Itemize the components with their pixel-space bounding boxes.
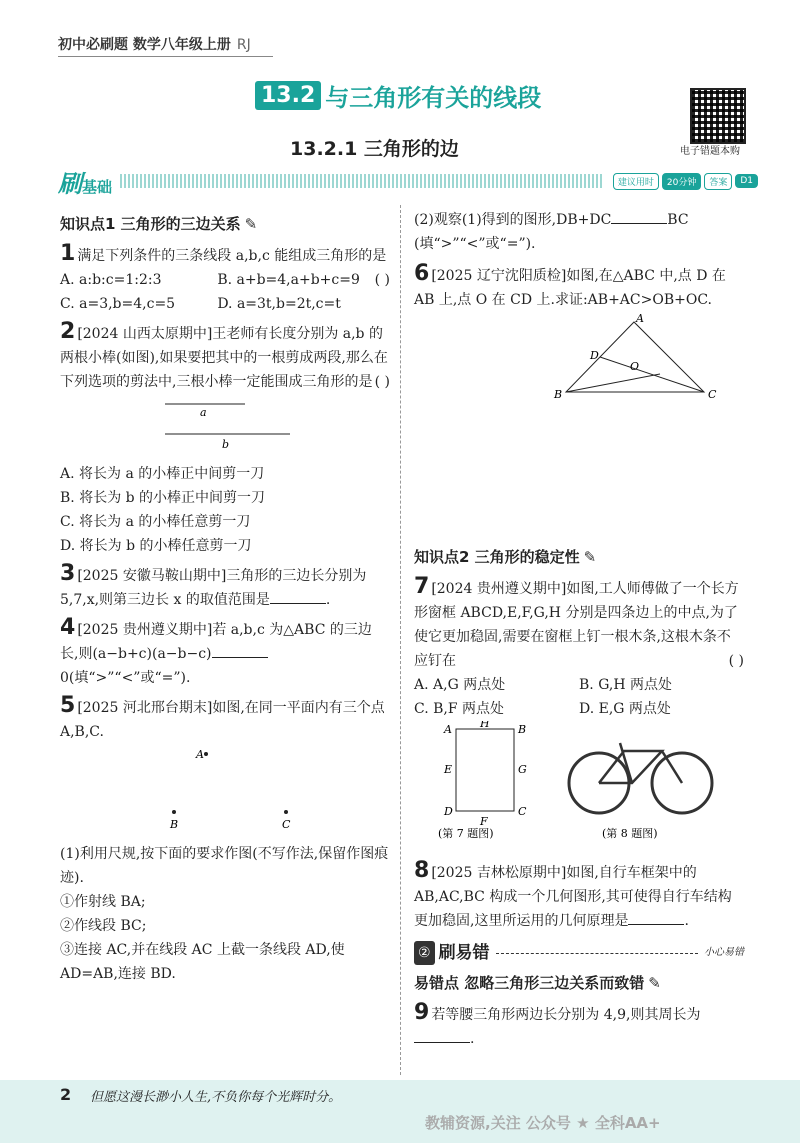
column-divider [400, 205, 401, 1075]
q7-options [414, 673, 744, 721]
page-number: 2 [60, 1085, 72, 1104]
svg-text:G: G [518, 763, 527, 776]
right-column [414, 208, 744, 1051]
option-a[interactable]: A. 将长为 a 的小棒正中间剪一刀 [60, 466, 265, 482]
edition: RJ [236, 37, 251, 53]
mistake-point: 易错点 忽略三角形三边关系而致错 ✎ [414, 971, 744, 995]
caption-8: (第 8 题图) [602, 827, 658, 840]
question-3: 3 [2025 安徽马鞍山期中]三角形的三边长分别为 5,7,x,则第三边长 x 的取值范围是 . [60, 561, 367, 608]
question-7: 7 [2024 贵州遵义期中]如图,工人师傅做了一个长方形窗框 ABCD,E,F,G,H 分别是四条边上的中点,为了使它更加稳固,需要在窗框上钉一根木条,这根木条不应钉在 ( ) [414, 574, 744, 669]
question-5: 5 [2025 河北邢台期末]如图,在同一平面内有三个点 A,B,C. [60, 693, 385, 740]
svg-text:F: F [480, 815, 488, 828]
question-6: 6 [2025 辽宁沈阳质检]如图,在△ABC 中,点 D 在 AB 上,点 O 在 CD 上.求证:AB+AC>OB+OC. [414, 261, 726, 308]
time-label: 建议用时 [613, 173, 659, 190]
svg-text:O: O [630, 360, 640, 373]
section-heading: 与三角形有关的线段 [325, 83, 542, 112]
q5-part1: (1)利用尺规,按下面的要求作图(不写作法,保留作图痕迹). [60, 846, 389, 886]
mistake-note: 小心易错 [704, 947, 744, 958]
svg-text:A: A [636, 312, 644, 325]
answer-blank[interactable] [414, 1028, 470, 1043]
point-a: A [196, 748, 204, 761]
answer-blank[interactable] [212, 643, 268, 658]
option-d[interactable]: D. 将长为 b 的小棒任意剪一刀 [60, 538, 252, 554]
question-8: 8 [2025 吉林松原期中]如图,自行车框架中的 AB,AC,BC 构成一个几何图形,其可使得自行车结构更加稳固,这里所运用的几何原理是 . [414, 858, 732, 929]
mistake-icon: ② [414, 941, 435, 965]
q2-options [60, 462, 390, 558]
option-b[interactable]: B. 将长为 b 的小棒正中间剪一刀 [60, 490, 266, 506]
svg-text:D: D [444, 805, 453, 818]
figures-7-8 [414, 721, 744, 841]
question-9: 9 若等腰三角形两边长分别为 4,9,则其周长为. [414, 1000, 701, 1047]
option-d[interactable]: D. a=3t,b=2t,c=t [217, 296, 341, 312]
qr-label: 电子错题本购 [680, 146, 740, 157]
left-column [60, 212, 390, 986]
bicycle-icon [569, 743, 712, 813]
point-c: C [282, 818, 291, 831]
option-c[interactable]: C. a=3,b=4,c=5 [60, 296, 176, 312]
option-b[interactable]: B. a+b=4,a+b+c=9 [217, 272, 360, 288]
knowledge-point-1: 知识点1 三角形的三边关系 ✎ [60, 212, 390, 236]
point-b: B [170, 818, 179, 831]
option-a[interactable]: A. A,G 两点处 [414, 677, 506, 693]
header-rule [58, 56, 273, 57]
q5-step3: ③连接 AC,并在线段 AC 上截一条线段 AD,使 AD=AB,连接 BD. [60, 942, 345, 982]
svg-text:D: D [590, 349, 599, 362]
answer-blank[interactable] [611, 209, 667, 224]
answer-page: D1 [735, 174, 758, 188]
footer-motto: 但愿这漫长渺小人生,不负你每个光辉时分。 [90, 1090, 342, 1105]
caption-7: (第 7 题图) [438, 827, 494, 840]
triangle-figure [414, 312, 744, 402]
svg-text:B: B [518, 723, 527, 736]
knowledge-point-2: 知识点2 三角形的稳定性 ✎ [414, 545, 744, 569]
question-2: 2 [2024 山西太原期中]王老师有长度分别为 a,b 的两根小棒(如图),如果要把其中的一根剪成两段,那么在下列选项的剪法中,三根小棒一定能围成三角形的是 ( ) [60, 319, 390, 390]
svg-text:A: A [444, 723, 452, 736]
points-figure [60, 744, 390, 834]
option-d[interactable]: D. E,G 两点处 [579, 701, 671, 717]
brush-label: 刷基础 [58, 169, 113, 198]
answer-blank[interactable] [628, 910, 684, 925]
mistake-band: ② 刷易错 小心易错 [414, 941, 744, 965]
q5-part2: (2)观察(1)得到的图形,DB+DC BC (填“>”“<”或“=”). [414, 208, 744, 256]
q5-step1: ①作射线 BA; [60, 894, 146, 910]
option-a[interactable]: A. a:b:c=1:2:3 [60, 272, 162, 288]
option-c[interactable]: C. B,F 两点处 [414, 701, 505, 717]
qr-code-icon[interactable] [690, 88, 746, 144]
question-4: 4 [2025 贵州遵义期中]若 a,b,c 为△ABC 的三边长,则(a−b+c)(a−b−c)0(填“>”“<”或“=”). [60, 615, 372, 686]
section-title [255, 78, 541, 112]
option-b[interactable]: B. G,H 两点处 [579, 677, 672, 693]
sticks-figure [60, 394, 390, 454]
book-header: 初中必刷题 数学八年级上册 RJ [58, 37, 251, 53]
svg-text:C: C [708, 388, 717, 401]
question-1: 1 满足下列条件的三条线段 a,b,c 能组成三角形的是 ( ) [60, 241, 390, 288]
answer-label: 答案 [704, 173, 732, 190]
svg-text:E: E [444, 763, 453, 776]
q1-options [60, 268, 375, 316]
stick-a-label: a [200, 406, 207, 419]
section-number: 13.2 [255, 81, 321, 110]
svg-text:B: B [554, 388, 563, 401]
stick-b-label: b [222, 438, 230, 451]
footer-ad: 教辅资源,关注 公众号 ★ 全科AA+ [425, 1114, 661, 1132]
answer-blank[interactable] [270, 589, 326, 604]
band-stripes [120, 174, 602, 188]
svg-text:H: H [480, 721, 490, 730]
q5-step2: ②作线段 BC; [60, 918, 147, 934]
svg-text:C: C [518, 805, 527, 818]
subsection-title: 13.2.1 三角形的边 [290, 138, 459, 160]
time-value: 20分钟 [662, 173, 701, 190]
basic-band [58, 168, 758, 198]
option-c[interactable]: C. 将长为 a 的小棒任意剪一刀 [60, 514, 251, 530]
